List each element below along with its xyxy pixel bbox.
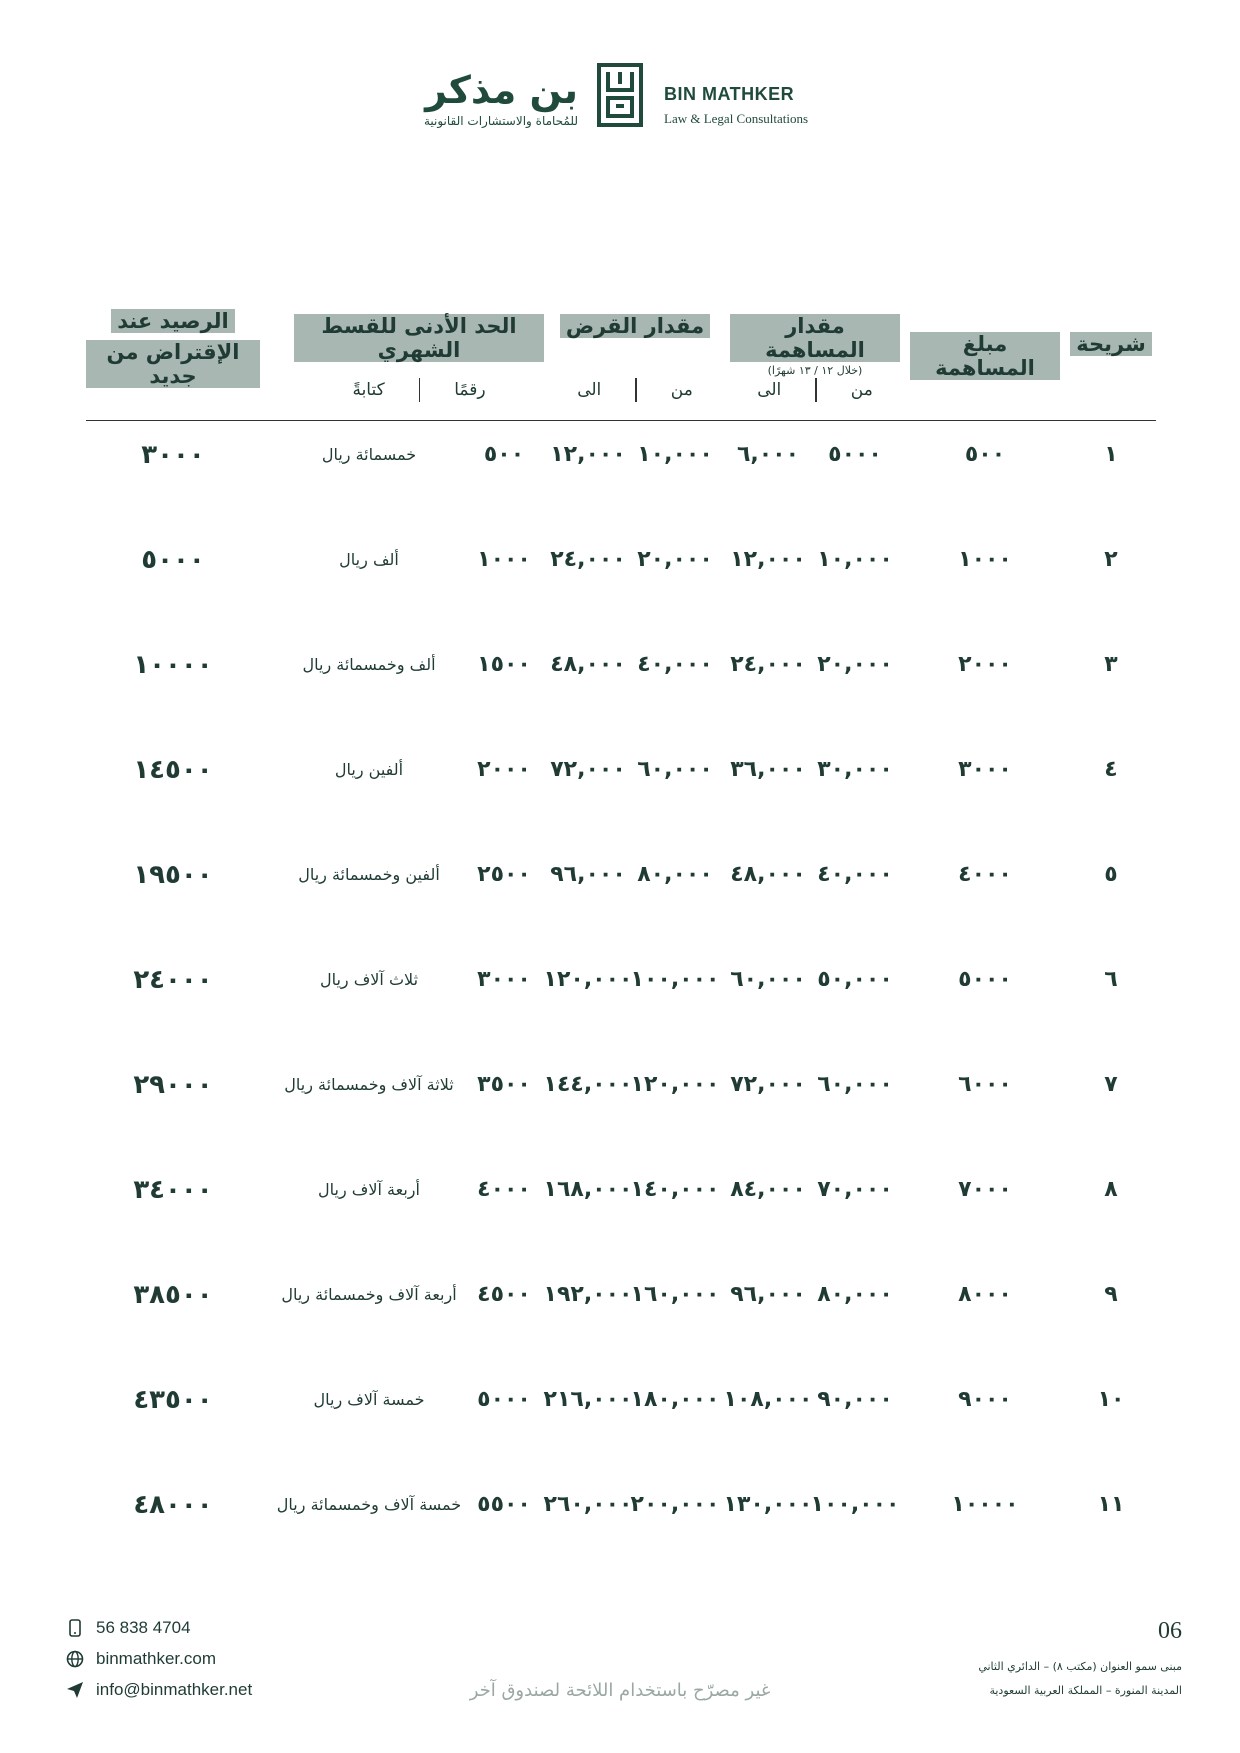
cell-loan-from: ٨٠,٠٠٠: [637, 862, 713, 887]
cell-installment-words: أربعة آلاف وخمسمائة ريال: [281, 1285, 457, 1304]
cell-contribution-from: ٥٠,٠٠٠: [817, 967, 893, 992]
header-to: الى: [757, 380, 782, 400]
cell-installment-number: ٣٠٠٠: [477, 967, 531, 992]
table-header: [86, 309, 1156, 421]
firm-name-en: BIN MATHKER: [664, 84, 795, 104]
cell-balance: ١٤٥٠٠: [133, 755, 213, 785]
page-footer-right: [978, 1618, 1182, 1703]
page-number: 06: [1158, 1618, 1182, 1644]
cell-loan-to: ١٢٠,٠٠٠: [543, 967, 633, 992]
address: [978, 1655, 1182, 1703]
divider: [419, 378, 421, 402]
cell-installment-number: ١٠٠٠: [477, 547, 531, 572]
cell-contribution-to: ٣٦,٠٠٠: [730, 757, 806, 782]
cell-loan-from: ١٤٠,٠٠٠: [630, 1177, 720, 1202]
table-row: [86, 1366, 1156, 1471]
cell-loan-to: ٢٦٠,٠٠٠: [543, 1492, 633, 1517]
cell-loan-to: ٢١٦,٠٠٠: [543, 1387, 633, 1412]
cell-balance: ٢٩٠٠٠: [133, 1070, 213, 1100]
cell-contribution-to: ١٠٨,٠٠٠: [723, 1387, 813, 1412]
cell-installment-words: خمسمائة ريال: [321, 445, 417, 464]
cell-contribution-from: ٥٠٠٠: [828, 442, 882, 467]
table-row: [86, 1261, 1156, 1366]
cell-installment-words: ألفين ريال: [334, 760, 404, 779]
table-row: [86, 421, 1156, 526]
cell-tier: ٥: [1104, 862, 1118, 887]
cell-installment-number: ٢٠٠٠: [477, 757, 531, 782]
cell-loan-from: ٦٠,٠٠٠: [637, 757, 713, 782]
cell-installment-words: ثلاث آلاف ريال: [319, 970, 419, 989]
cell-installment-words: أربعة آلاف ريال: [318, 1180, 420, 1199]
cell-tier: ٩: [1104, 1282, 1118, 1307]
address-line-2: المدينة المنورة – المملكة العربية السعودية: [989, 1684, 1182, 1697]
cell-contribution-from: ٣٠,٠٠٠: [817, 757, 893, 782]
cell-contribution-to: ٤٨,٠٠٠: [730, 862, 806, 887]
cell-contribution-from: ١٠٠,٠٠٠: [810, 1492, 900, 1517]
cell-tier: ٧: [1104, 1072, 1118, 1097]
logo-english: [664, 84, 808, 127]
cell-installment-words: ثلاثة آلاف وخمسمائة ريال: [284, 1075, 454, 1094]
firm-tagline-ar: للمُحاماة والاستشارات القانونية: [423, 114, 578, 128]
cell-loan-from: ١٠٠,٠٠٠: [630, 967, 720, 992]
cell-balance: ٣٠٠٠: [141, 440, 205, 470]
letterhead: [0, 60, 1240, 140]
divider: [635, 378, 637, 402]
header-loan-amount: مقدار القرض من الى: [550, 314, 720, 338]
cell-contribution: ٤٠٠٠: [958, 862, 1012, 887]
cell-contribution-to: ٨٤,٠٠٠: [730, 1177, 806, 1202]
cell-contribution: ٦٠٠٠: [958, 1072, 1012, 1097]
cell-loan-from: ١٨٠,٠٠٠: [630, 1387, 720, 1412]
address-line-1: مبنى سمو العنوان (مكتب ٨) – الدائري الثاني: [978, 1660, 1182, 1673]
cell-loan-from: ١٦٠,٠٠٠: [630, 1282, 720, 1307]
cell-contribution-from: ٧٠,٠٠٠: [817, 1177, 893, 1202]
cell-contribution-to: ٢٤,٠٠٠: [730, 652, 806, 677]
cell-contribution: ٨٠٠٠: [958, 1282, 1012, 1307]
header-from: من: [670, 380, 693, 400]
cell-contribution-to: ١٣٠,٠٠٠: [723, 1492, 813, 1517]
cell-loan-to: ٢٤,٠٠٠: [550, 547, 626, 572]
cell-contribution-from: ٩٠,٠٠٠: [817, 1387, 893, 1412]
website-link[interactable]: binmathker.com: [96, 1648, 216, 1668]
cell-contribution-from: ٨٠,٠٠٠: [817, 1282, 893, 1307]
website-line: [66, 1643, 252, 1674]
header-contribution-range: مقدار المساهمة (خلال ١٢ / ١٣ شهرًا) من الى: [730, 314, 900, 377]
usage-notice: غير مصرّح باستخدام اللائحة لصندوق آخر: [469, 1680, 771, 1701]
cell-contribution-from: ١٠,٠٠٠: [817, 547, 893, 572]
cell-installment-words: خمسة آلاف وخمسمائة ريال: [276, 1495, 462, 1514]
cell-loan-from: ٤٠,٠٠٠: [637, 652, 713, 677]
cell-loan-from: ١٠,٠٠٠: [637, 442, 713, 467]
contribution-table: [86, 309, 1156, 1576]
divider: [815, 378, 817, 402]
cell-contribution-to: ١٢,٠٠٠: [730, 547, 806, 572]
cell-installment-number: ٥٠٠٠: [477, 1387, 531, 1412]
header-balance: الرصيد عند الإقتراض من جديد: [86, 306, 260, 395]
cell-installment-number: ٥٠٠: [483, 442, 525, 467]
table-body: [86, 421, 1156, 1576]
cell-balance: ٤٨٠٠٠: [133, 1490, 213, 1520]
cell-loan-to: ١٩٢,٠٠٠: [543, 1282, 633, 1307]
email-link[interactable]: info@binmathker.net: [96, 1679, 253, 1699]
cell-installment-number: ٢٥٠٠: [477, 862, 531, 887]
firm-tagline-en: Law & Legal Consultations: [664, 111, 809, 126]
cell-contribution: ٥٠٠: [964, 442, 1006, 467]
cell-contribution-from: ٤٠,٠٠٠: [817, 862, 893, 887]
loan-from-to: [550, 378, 720, 402]
cell-balance: ١٩٥٠٠: [133, 860, 213, 890]
cell-balance: ٢٤٠٠٠: [133, 965, 213, 995]
phone-icon: [66, 1619, 84, 1637]
cell-balance: ١٠٠٠٠: [133, 650, 213, 680]
logo-arabic: [424, 68, 578, 128]
cell-tier: ٣: [1104, 652, 1118, 677]
cell-balance: ٣٨٥٠٠: [133, 1280, 213, 1310]
phone-number: 56 838 4704: [96, 1617, 191, 1637]
cell-loan-to: ١٤٤,٠٠٠: [543, 1072, 633, 1097]
cell-installment-number: ٥٥٠٠: [477, 1492, 531, 1517]
contribution-from-to: [730, 378, 900, 402]
header-tier: شريحة: [1066, 332, 1156, 356]
cell-tier: ٤: [1104, 757, 1118, 782]
installment-digits-words: [294, 378, 544, 402]
table-row: [86, 736, 1156, 841]
cell-balance: ٤٣٥٠٠: [133, 1385, 213, 1415]
header-from: من: [850, 380, 873, 400]
cell-tier: ١٠: [1097, 1387, 1125, 1412]
cell-loan-to: ٩٦,٠٠٠: [550, 862, 626, 887]
cell-loan-to: ١٦٨,٠٠٠: [543, 1177, 633, 1202]
cell-installment-number: ٤٠٠٠: [477, 1177, 531, 1202]
cell-installment-words: خمسة آلاف ريال: [313, 1390, 425, 1409]
cell-contribution-from: ٦٠,٠٠٠: [817, 1072, 893, 1097]
firm-name-ar: بن مذكر: [425, 68, 578, 112]
cell-contribution-to: ٦٠,٠٠٠: [730, 967, 806, 992]
cell-contribution: ١٠٠٠٠: [951, 1492, 1019, 1517]
table-row: [86, 946, 1156, 1051]
cell-tier: ٢: [1104, 547, 1118, 572]
header-contribution-note: (خلال ١٢ / ١٣ شهرًا): [767, 364, 863, 377]
table-row: [86, 1156, 1156, 1261]
cell-tier: ٨: [1104, 1177, 1118, 1202]
cell-installment-number: ٣٥٠٠: [477, 1072, 531, 1097]
header-to: الى: [577, 380, 602, 400]
cell-tier: ١١: [1097, 1492, 1125, 1517]
cell-balance: ٥٠٠٠: [141, 545, 205, 575]
cell-contribution-to: ٩٦,٠٠٠: [730, 1282, 806, 1307]
globe-icon: [66, 1650, 84, 1668]
cell-contribution-to: ٦,٠٠٠: [736, 442, 800, 467]
cell-loan-to: ١٢,٠٠٠: [550, 442, 626, 467]
cell-balance: ٣٤٠٠٠: [133, 1175, 213, 1205]
cell-tier: ١: [1104, 442, 1118, 467]
table-row: [86, 1051, 1156, 1156]
header-digits: رقمًا: [454, 380, 486, 400]
table-row: [86, 1471, 1156, 1576]
cell-tier: ٦: [1104, 967, 1118, 992]
cell-contribution: ٢٠٠٠: [958, 652, 1012, 677]
header-words: كتابةً: [352, 380, 385, 400]
phone-line: [66, 1612, 252, 1643]
cell-loan-to: ٤٨,٠٠٠: [550, 652, 626, 677]
cell-loan-from: ٢٠٠,٠٠٠: [630, 1492, 720, 1517]
cell-contribution: ٥٠٠٠: [958, 967, 1012, 992]
cell-contribution: ٣٠٠٠: [958, 757, 1012, 782]
cell-installment-number: ٤٥٠٠: [477, 1282, 531, 1307]
cell-installment-words: ألفين وخمسمائة ريال: [298, 865, 440, 884]
header-contribution-amount: مبلغ المساهمة: [910, 332, 1060, 380]
cell-installment-number: ١٥٠٠: [477, 652, 531, 677]
cell-loan-from: ١٢٠,٠٠٠: [630, 1072, 720, 1097]
cell-contribution: ٩٠٠٠: [958, 1387, 1012, 1412]
cell-contribution: ٧٠٠٠: [958, 1177, 1012, 1202]
cell-loan-from: ٢٠,٠٠٠: [637, 547, 713, 572]
cell-contribution-to: ٧٢,٠٠٠: [730, 1072, 806, 1097]
cell-contribution-from: ٢٠,٠٠٠: [817, 652, 893, 677]
cell-installment-words: ألف ريال: [339, 550, 399, 569]
table-row: [86, 631, 1156, 736]
header-min-installment: الحد الأدنى للقسط الشهري رقمًا كتابةً: [294, 314, 544, 362]
cell-installment-words: ألف وخمسمائة ريال: [302, 655, 436, 674]
cell-loan-to: ٧٢,٠٠٠: [550, 757, 626, 782]
table-row: [86, 841, 1156, 946]
logo-mark-icon: [596, 62, 644, 128]
cell-contribution: ١٠٠٠: [958, 547, 1012, 572]
table-row: [86, 526, 1156, 631]
